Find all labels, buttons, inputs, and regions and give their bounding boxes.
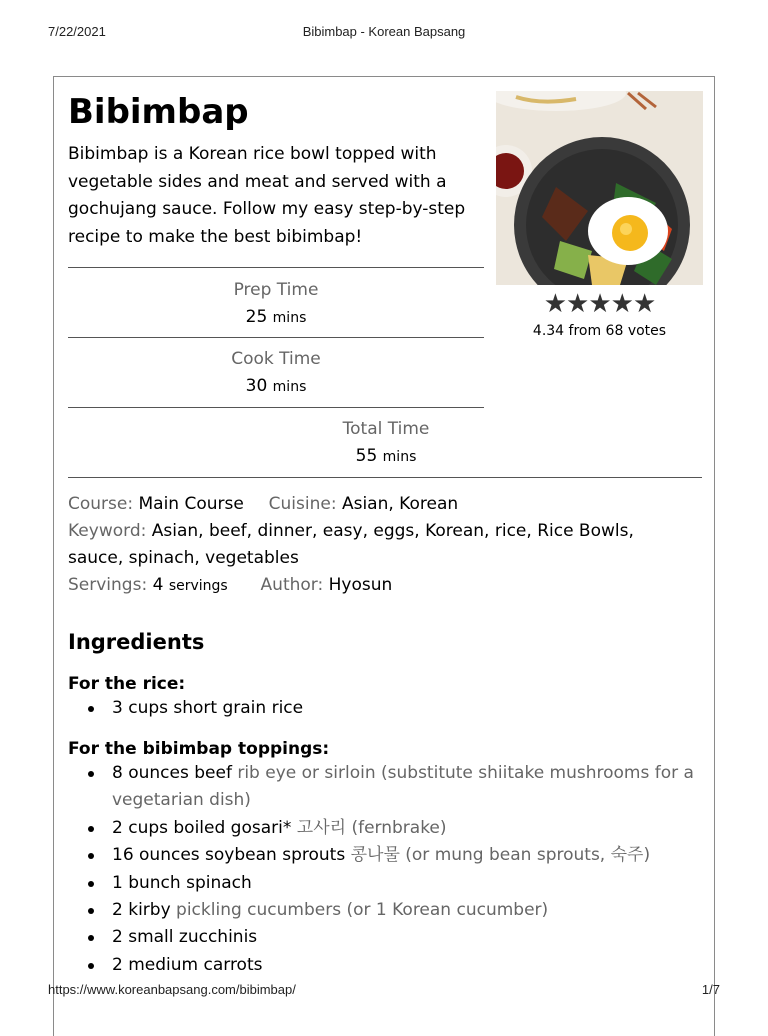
ingredient-item: [68, 870, 708, 897]
print-date: 7/22/2021: [48, 24, 106, 39]
divider: [68, 337, 484, 338]
print-page-number: 1/7: [701, 982, 720, 997]
course-cuisine-row: [68, 491, 458, 518]
author-value: Hyosun: [328, 575, 393, 595]
total-time-unit: mins: [382, 449, 417, 465]
recipe-card: [53, 76, 715, 1036]
ingredient-group-heading: For the rice:: [68, 674, 186, 694]
ingredient-item: [68, 760, 708, 815]
ingredient-list: [68, 760, 708, 979]
cuisine-value: Asian, Korean: [341, 494, 459, 514]
ingredient-note: pickling cucumbers (or 1 Korean cucumber): [176, 900, 549, 921]
ingredient-main: 2 kirby: [112, 900, 171, 921]
print-url[interactable]: https://www.koreanbapsang.com/bibimbap/: [48, 982, 296, 997]
divider: [68, 267, 484, 268]
ingredient-item: [68, 842, 708, 869]
ingredient-main: 2 medium carrots: [112, 954, 263, 975]
cook-time-value: [68, 375, 484, 398]
prep-time-unit: mins: [272, 310, 307, 326]
keyword-row: [68, 518, 634, 545]
ingredient-note: 고사리 (fernbrake): [296, 817, 447, 838]
ingredient-main: 2 cups boiled gosari*: [112, 817, 292, 838]
print-header: [0, 24, 768, 44]
cook-time-unit: mins: [272, 379, 307, 395]
prep-time-label: Prep Time: [233, 280, 319, 300]
ingredient-main: 1 bunch spinach: [112, 872, 252, 893]
ingredient-main: 3 cups short grain rice: [112, 698, 304, 718]
ingredient-note: 콩나물 (or mung bean sprouts, 숙주): [350, 845, 651, 866]
servings-unit: servings: [168, 578, 228, 594]
keyword-values-line2: sauce, spinach, vegetables: [68, 548, 299, 568]
divider: [68, 477, 702, 478]
servings-author-row: [68, 572, 392, 600]
total-time-label: Total Time: [342, 419, 430, 439]
ingredient-item: [68, 815, 708, 842]
keyword-values-line1: Asian, beef, dinner, easy, eggs, Korean, rice, Rice Bowls,: [151, 521, 634, 541]
course-value: Main Course: [138, 494, 244, 514]
ingredient-item: [68, 897, 708, 924]
ingredient-item: [68, 695, 708, 722]
cuisine-label: Cuisine:: [268, 494, 337, 514]
keyword-label: Keyword:: [68, 521, 147, 541]
rating-votes: 4.34 from 68 votes: [532, 323, 667, 339]
servings-label: Servings:: [68, 575, 148, 595]
ingredient-group-heading: For the bibimbap toppings:: [68, 739, 330, 759]
print-footer: [0, 982, 768, 1002]
ingredients-heading: Ingredients: [68, 630, 205, 654]
total-time-number: 55: [355, 446, 378, 466]
divider: [68, 407, 484, 408]
recipe-photo: [496, 91, 703, 285]
ingredient-item: [68, 952, 708, 979]
ingredient-item: [68, 924, 708, 951]
recipe-summary: Bibimbap is a Korean rice bowl topped with vegetable sides and meat and served with a gochujang sauce. Follow my easy step-by-step recipe to make the best bibimbap!: [68, 144, 466, 247]
author-label: Author:: [260, 575, 324, 595]
prep-time-value: [68, 306, 484, 329]
rating-stars[interactable]: ★★★★★: [543, 289, 656, 319]
print-page-title: Bibimbap - Korean Bapsang: [302, 24, 466, 39]
prep-time-number: 25: [245, 307, 268, 327]
keyword-row-continued: [68, 545, 299, 572]
course-label: Course:: [68, 494, 134, 514]
total-time-value: [68, 445, 704, 468]
ingredient-list: [68, 695, 708, 722]
ingredient-main: 2 small zucchinis: [112, 927, 258, 948]
cook-time-number: 30: [245, 376, 268, 396]
ingredient-main: 8 ounces beef: [112, 763, 232, 783]
ingredient-main: 16 ounces soybean sprouts: [112, 845, 346, 866]
bibimbap-bowl-image: [496, 91, 703, 285]
ingredient-note: rib eye or sirloin (substitute shiitake mushrooms for a vegetarian dish): [112, 763, 694, 811]
cook-time-label: Cook Time: [231, 349, 321, 369]
servings-value: 4: [152, 575, 164, 595]
recipe-title: Bibimbap: [68, 92, 249, 132]
